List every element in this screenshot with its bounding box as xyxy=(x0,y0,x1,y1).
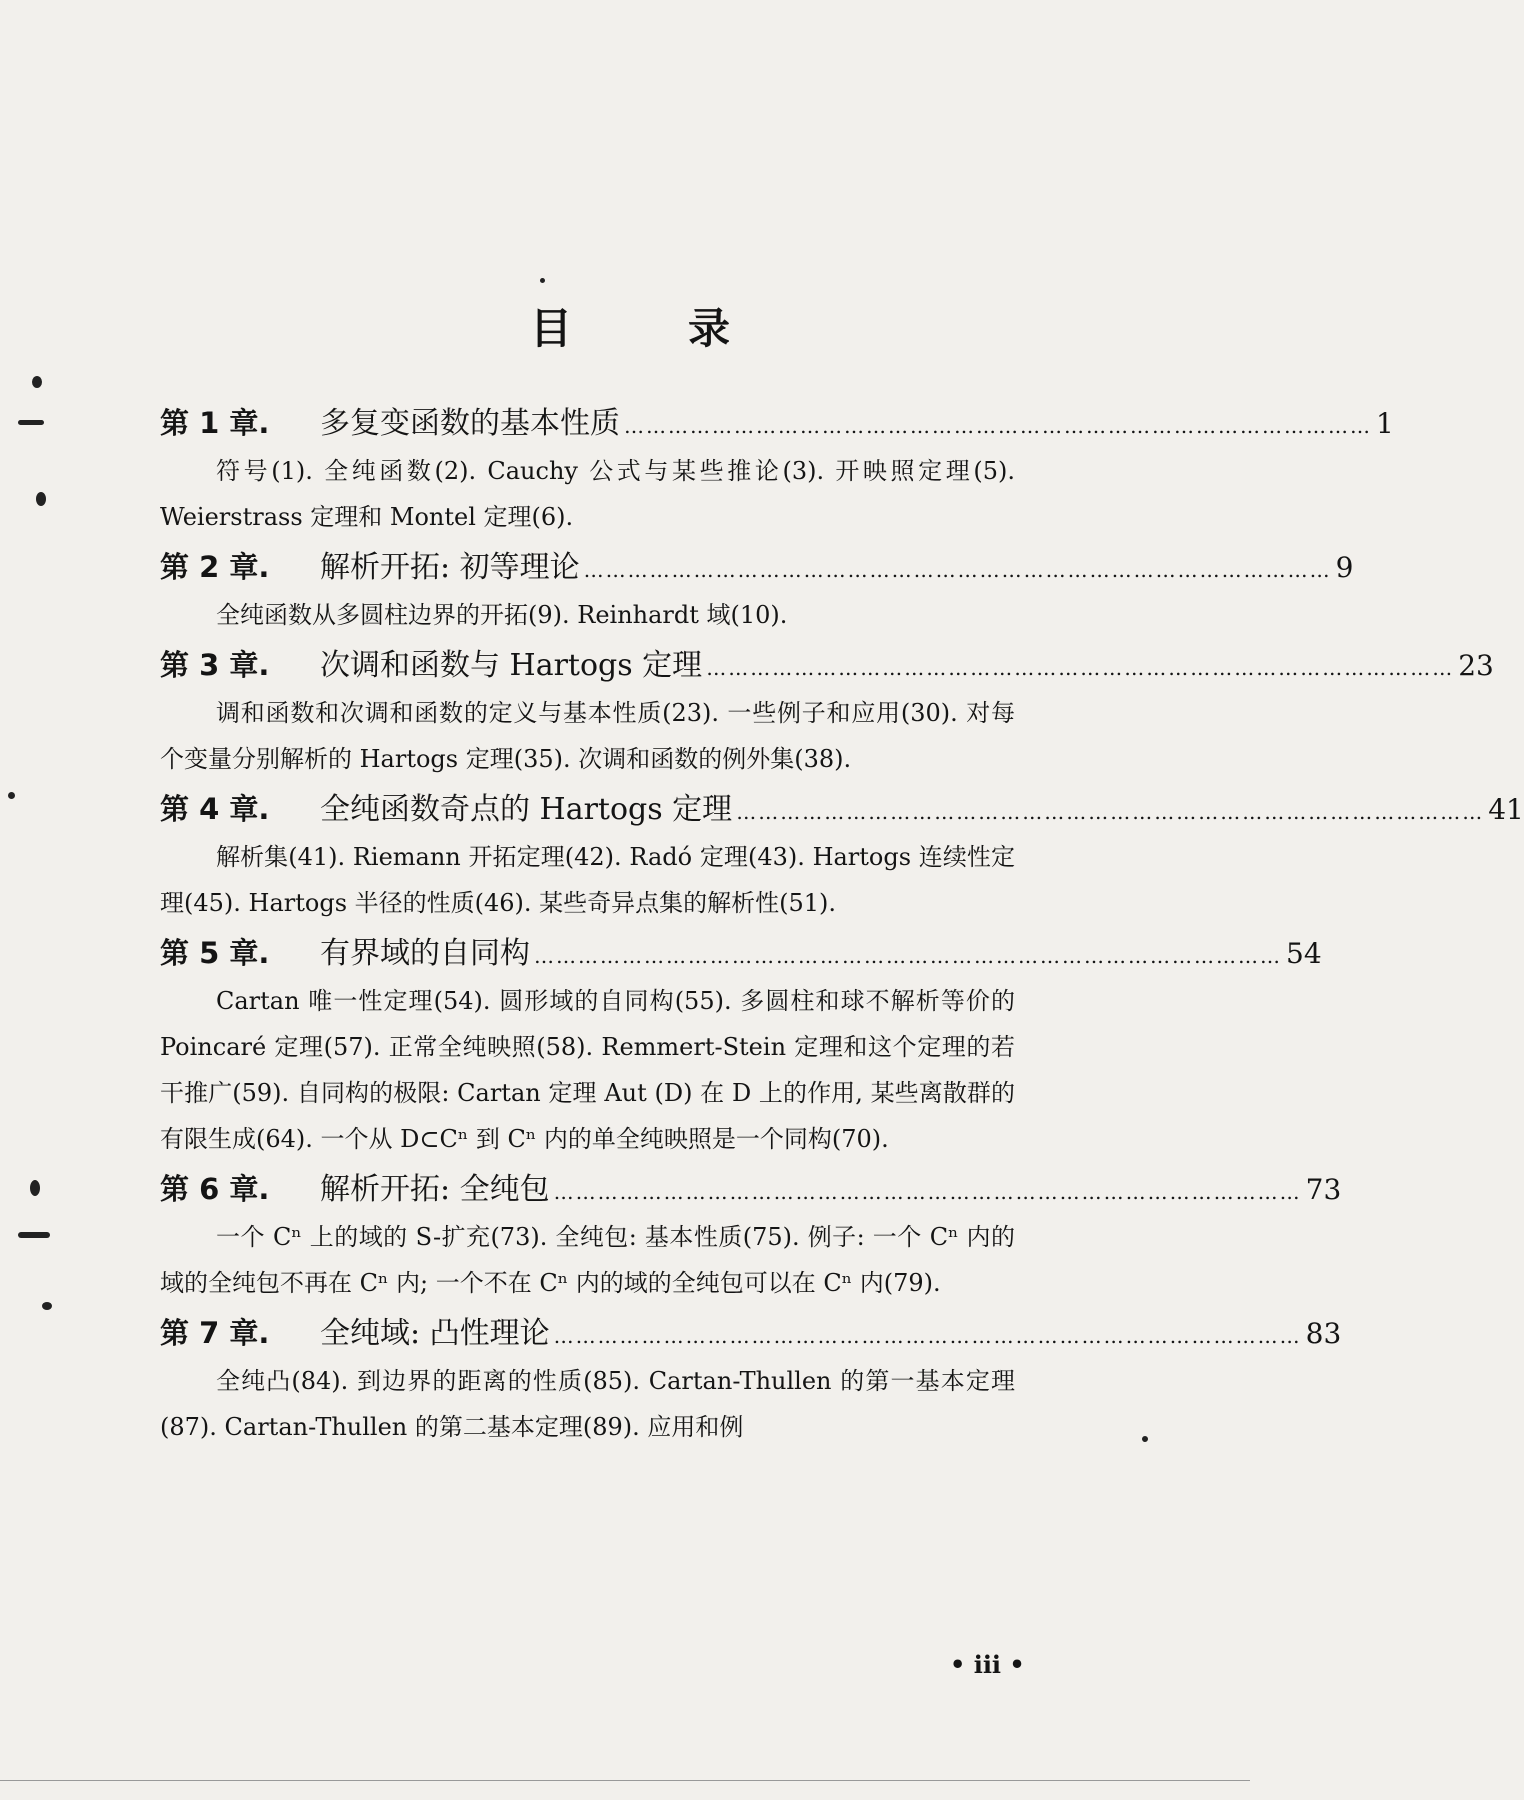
scan-speck xyxy=(8,792,15,799)
leader-dots: ………………………………………………………………………………………… xyxy=(553,1324,1302,1348)
toc-chapter-3 xyxy=(160,642,1494,782)
chapter-contents: 一个 Cⁿ 上的域的 S-扩充(73). 全纯包: 基本性质(75). 例子: 一个 Cⁿ 内的域的全纯包不再在 Cⁿ 内; 一个不在 Cⁿ 内的域的全纯包可以在 Cⁿ 内(79). xyxy=(160,1223,1015,1297)
chapter-page-number: 41 xyxy=(1488,793,1524,826)
chapter-contents: Cartan 唯一性定理(54). 圆形域的自同构(55). 多圆柱和球不解析等价的 Poincaré 定理(57). 正常全纯映照(58). Remmert-Stein 定理和这个定理的若干推广(59). 自同构的极限: Cartan 定理 Aut (D) 在 D 上的作用, 某些离散群的有限生成(64). 一个从 D⊂Cⁿ 到 Cⁿ 内的单全纯映照是一个同构(70). xyxy=(160,987,1015,1153)
chapter-heading[interactable] xyxy=(160,930,1322,976)
scan-speck xyxy=(36,492,46,506)
chapter-contents: 全纯凸(84). 到边界的距离的性质(85). Cartan-Thullen 的第一基本定理(87). Cartan-Thullen 的第二基本定理(89). 应用和例 xyxy=(160,1367,1015,1441)
scan-speck xyxy=(18,420,44,425)
table-of-contents xyxy=(160,400,1524,1454)
leader-dots: ………………………………………………………………………………………… xyxy=(624,414,1372,438)
toc-chapter-5 xyxy=(160,930,1322,1162)
chapter-number: 第 3 章. xyxy=(160,648,270,682)
leader-dots: ………………………………………………………………………………………… xyxy=(553,1180,1302,1204)
leader-dots: ………………………………………………………………………………………… xyxy=(583,558,1332,582)
toc-chapter-2 xyxy=(160,544,1354,638)
chapter-title: 全纯域: 凸性理论 xyxy=(320,1316,550,1351)
title-char-right: 录 xyxy=(687,304,730,353)
chapter-title: 次调和函数与 Hartogs 定理 xyxy=(320,648,703,683)
scan-speck xyxy=(18,1232,50,1238)
chapter-number: 第 6 章. xyxy=(160,1172,270,1206)
chapter-page-number: 83 xyxy=(1305,1317,1342,1350)
page-folio: • iii • xyxy=(950,1650,1025,1679)
scan-speck xyxy=(42,1302,52,1310)
chapter-contents: 调和函数和次调和函数的定义与基本性质(23). 一些例子和应用(30). 对每个变量分别解析的 Hartogs 定理(35). 次调和函数的例外集(38). xyxy=(160,699,1015,773)
page-title xyxy=(530,296,730,356)
chapter-contents: 全纯函数从多圆柱边界的开拓(9). Reinhardt 域(10). xyxy=(216,601,788,629)
title-char-left: 目 xyxy=(530,304,573,353)
chapter-heading[interactable] xyxy=(160,1166,1342,1212)
leader-dots: ………………………………………………………………………………………… xyxy=(706,656,1455,680)
leader-dots: ………………………………………………………………………………………… xyxy=(736,800,1485,824)
chapter-heading[interactable] xyxy=(160,1310,1342,1356)
scan-edge-line xyxy=(0,1780,1250,1781)
chapter-number: 第 7 章. xyxy=(160,1316,270,1350)
scan-speck xyxy=(32,376,42,388)
chapter-page-number: 54 xyxy=(1286,937,1322,970)
chapter-heading[interactable] xyxy=(160,544,1354,590)
toc-chapter-6 xyxy=(160,1166,1342,1306)
chapter-number: 第 4 章. xyxy=(160,792,270,826)
chapter-number: 第 2 章. xyxy=(160,550,270,584)
chapter-heading[interactable] xyxy=(160,642,1494,688)
scan-speck xyxy=(540,278,545,283)
toc-chapter-1 xyxy=(160,400,1394,540)
chapter-heading[interactable] xyxy=(160,786,1524,832)
chapter-contents: 符号(1). 全纯函数(2). Cauchy 公式与某些推论(3). 开映照定理(5). Weierstrass 定理和 Montel 定理(6). xyxy=(160,457,1015,531)
chapter-page-number: 73 xyxy=(1305,1173,1342,1206)
scan-speck xyxy=(30,1180,40,1196)
chapter-title: 解析开拓: 全纯包 xyxy=(320,1172,550,1207)
chapter-page-number: 1 xyxy=(1376,407,1394,440)
chapter-page-number: 23 xyxy=(1458,649,1494,682)
chapter-number: 第 5 章. xyxy=(160,936,270,970)
chapter-contents: 解析集(41). Riemann 开拓定理(42). Radó 定理(43). Hartogs 连续性定理(45). Hartogs 半径的性质(46). 某些奇异点集的解析性(51). xyxy=(160,843,1015,917)
chapter-title: 全纯函数奇点的 Hartogs 定理 xyxy=(320,792,733,827)
chapter-page-number: 9 xyxy=(1335,551,1354,584)
chapter-title: 有界域的自同构 xyxy=(320,936,530,971)
chapter-title: 解析开拓: 初等理论 xyxy=(320,550,580,585)
chapter-number: 第 1 章. xyxy=(160,406,270,440)
chapter-title: 多复变函数的基本性质 xyxy=(320,406,620,441)
leader-dots: ………………………………………………………………………………………… xyxy=(534,944,1282,968)
scan-speck xyxy=(1142,1436,1148,1442)
toc-chapter-4 xyxy=(160,786,1524,926)
chapter-heading[interactable] xyxy=(160,400,1394,446)
toc-chapter-7 xyxy=(160,1310,1342,1450)
